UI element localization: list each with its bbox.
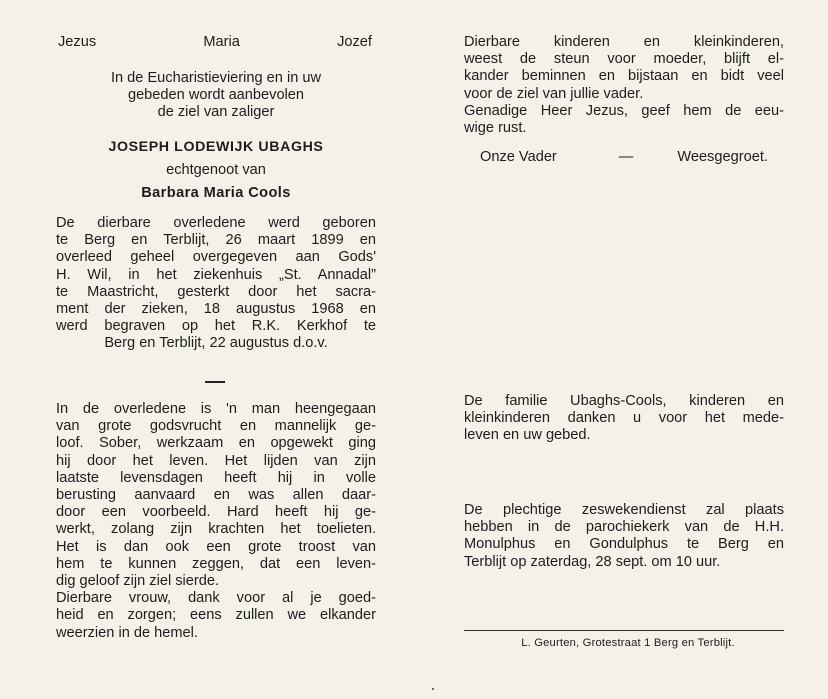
- bio-line: werd begraven op het R.K. Kerkhof te: [56, 318, 376, 335]
- bio-line: overleed geheel overgegeven aan Gods': [56, 249, 376, 266]
- thanks-line: kleinkinderen danken u voor het mede-: [464, 410, 784, 427]
- tribute-line: Dierbare vrouw, dank voor al je goed-: [56, 590, 376, 607]
- message-line: Genadige Heer Jezus, geef hem de eeu-: [464, 102, 784, 119]
- service-paragraph: [464, 502, 784, 571]
- relation-text: [56, 162, 376, 179]
- bio-line: te Berg en Terblijt, 26 maart 1899 en: [56, 232, 376, 249]
- tribute-line: loof. Sober, werkzaam en opgewekt ging: [56, 435, 376, 452]
- service-line: Terblijt op zaterdag, 28 sept. om 10 uur.: [464, 553, 721, 570]
- printer-credit: L. Geurten, Grotestraat 1 Berg en Terblijt.: [521, 637, 735, 649]
- prayer-weesgegroet: Weesgegroet.: [677, 149, 768, 165]
- spouse-name: [56, 185, 376, 202]
- name-maria: Maria: [203, 34, 240, 50]
- header-names: [56, 34, 376, 51]
- tribute-line: dig geloof zijn ziel sierde.: [56, 573, 220, 590]
- tribute-line: hij door het leven. Het lijden van zijn: [56, 452, 376, 469]
- tribute-line: werkt, zolang zijn krachten het toelieten.: [56, 521, 376, 538]
- tribute-paragraph: [56, 401, 376, 642]
- spouse-name-text: Barbara Maria Cools: [141, 185, 291, 201]
- thanks-line: leven en uw gebed.: [464, 427, 591, 444]
- prayer-separator: —: [618, 149, 634, 165]
- tribute-line: van grote godsvrucht en mannelijk ge-: [56, 418, 376, 435]
- prayer-onze-vader: Onze Vader: [480, 149, 557, 165]
- prayers: [480, 149, 768, 166]
- tribute-line: weerzien in de hemel.: [56, 624, 198, 641]
- printer-rule: [464, 630, 784, 631]
- separator-dash: [205, 381, 225, 383]
- tribute-line: hem te kunnen zeggen, dat een leven-: [56, 555, 376, 572]
- relation-line: echtgenoot van: [166, 162, 266, 178]
- bio-line: te Maastricht, gesterkt door het sacra-: [56, 283, 376, 300]
- bio-line: Berg en Terblijt, 22 augustus d.o.v.: [104, 335, 328, 352]
- tribute-line: laatste levensdagen heeft hij in volle: [56, 469, 376, 486]
- tribute-line: Het is dan ook een grote troost van: [56, 538, 376, 555]
- message-line: voor de ziel van jullie vader.: [464, 85, 644, 102]
- deceased-name-text: JOSEPH LODEWIJK UBAGHS: [108, 139, 324, 155]
- message-line: Dierbare kinderen en kleinkinderen,: [464, 34, 784, 50]
- message-line: weest de steun voor moeder, blijft el-: [464, 51, 784, 68]
- thanks-paragraph: [464, 393, 784, 445]
- intro-line: In de Eucharistieviering en in uw: [110, 70, 322, 86]
- bio-line: ment der zieken, 18 augustus 1968 en: [56, 301, 376, 318]
- name-jezus: Jezus: [58, 34, 97, 50]
- tribute-line: berusting aanvaard en was allen daar-: [56, 487, 376, 504]
- message-line: kander beminnen en bijstaan en bidt veel: [464, 68, 784, 85]
- name-jozef: Jozef: [337, 34, 372, 50]
- service-line: Monulphus en Gondulphus te Berg en: [464, 536, 784, 553]
- bio-paragraph: [56, 215, 376, 353]
- intro-line: de ziel van zaliger: [157, 104, 275, 121]
- service-line: De plechtige zeswekendienst zal plaats: [464, 502, 784, 518]
- tribute-line: heid en zorgen; eens zullen we elkander: [56, 607, 376, 624]
- thanks-line: De familie Ubaghs-Cools, kinderen en: [464, 393, 784, 409]
- intro-line: gebeden wordt aanbevolen: [127, 87, 305, 104]
- intro-text: [56, 70, 376, 122]
- children-message: [464, 34, 784, 137]
- print-speck: [432, 688, 434, 690]
- tribute-line: In de overledene is 'n man heengegaan: [56, 401, 376, 417]
- tribute-line: door een voorbeeld. Hard heeft hij ge-: [56, 504, 376, 521]
- deceased-name: [56, 139, 376, 156]
- service-line: hebben in de parochiekerk van de H.H.: [464, 519, 784, 536]
- bio-line: De dierbare overledene werd geboren: [56, 215, 376, 231]
- message-line: wige rust.: [464, 120, 527, 137]
- bio-line: H. Wil, in het ziekenhuis „St. Annadal”: [56, 266, 376, 283]
